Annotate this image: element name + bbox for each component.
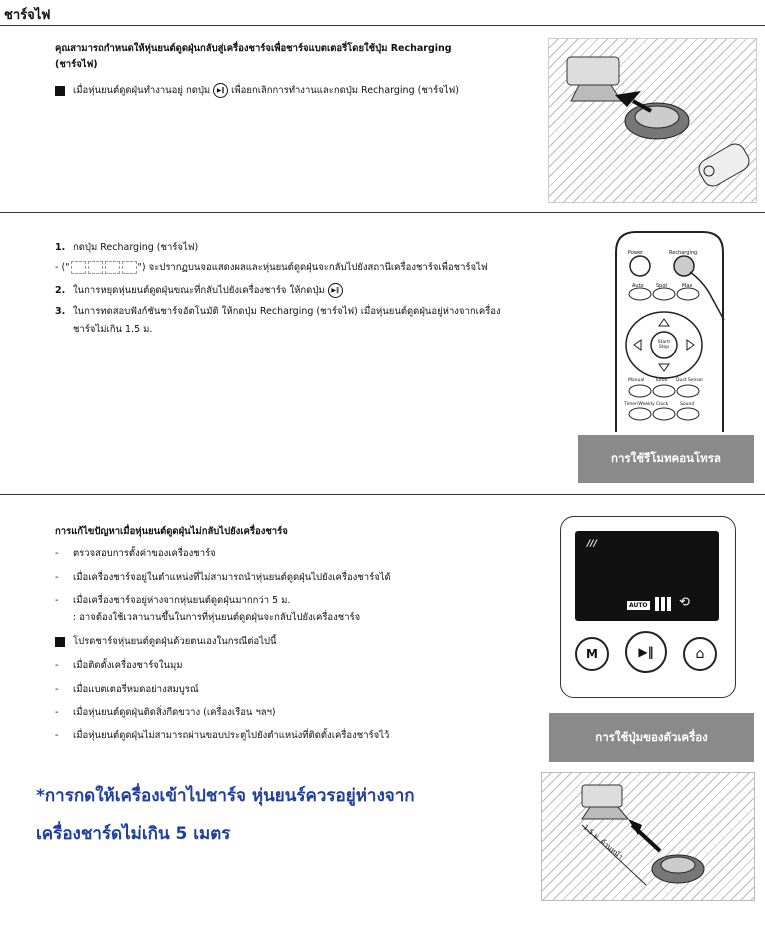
list-item: - เมื่อเครื่องชาร์จอยู่ในตำแหน่งที่ไม่สามารถนำหุ่นยนต์ดูดฝุ่นไปยังเครื่องชาร์จได้ xyxy=(55,572,391,583)
step-3-number: 3. xyxy=(55,306,66,317)
grid-icon xyxy=(655,597,671,611)
remote-caption: การใช้รีโมทคอนโทรล xyxy=(578,435,754,483)
remote-dust-sensor-label: Dust Sensor xyxy=(676,378,704,383)
step-1-text: กดปุ่ม Recharging (ชาร์จไฟ) xyxy=(73,242,199,253)
robot-return-drawing xyxy=(549,39,756,202)
panel-caption: การใช้ปุ่มของตัวเครื่อง xyxy=(549,713,754,762)
step-3 xyxy=(55,304,501,319)
distance-illustration xyxy=(541,772,755,901)
mode-button-label: M xyxy=(586,647,598,661)
remote-spot-label: Spot xyxy=(656,283,668,289)
list-item: - ตรวจสอบการตั้งค่าของเครื่องชาร์จ xyxy=(55,548,216,559)
remote-sound-label: Sound xyxy=(680,402,695,407)
remote-manual-label: Manual xyxy=(628,378,645,383)
step-1-sub xyxy=(55,260,488,275)
step-3-text: ในการทดสอบฟังก์ชันชาร์จอัตโนมัติ ให้กดปุ่ม Recharging (ชาร์จไฟ) เมื่อหุ่นยนต์ดูดฝุ่นอยู่ห่างจากเครื่อง xyxy=(73,306,501,317)
manual-charge-bullet xyxy=(55,634,277,649)
divider xyxy=(0,212,765,213)
remote-recharging-label: Recharging xyxy=(669,250,698,256)
start-stop-button: ▶‖ xyxy=(625,631,667,673)
list-item-text: ตรวจสอบการตั้งค่าของเครื่องชาร์จ xyxy=(73,548,216,559)
distance-label: 1.5 ม. ด้านหน้า xyxy=(581,823,625,861)
step-1-sub-text: ") จะปรากฏบนจอแสดงผลและหุ่นยนต์ดูดฝุ่นจะกลับไปยังสถานีเครื่องชาร์จเพื่อชาร์จไฟ xyxy=(137,262,488,273)
remote-max-label: Max xyxy=(682,283,693,289)
square-bullet xyxy=(55,637,65,647)
list-item-text: เมื่อแบตเตอรี่หมดอย่างสมบูรณ์ xyxy=(73,684,199,695)
segment-display-icon xyxy=(88,261,103,274)
bullet-row xyxy=(55,83,459,98)
intro-line-2: (ชาร์จไฟ) xyxy=(55,59,98,70)
step-2 xyxy=(55,283,346,298)
square-bullet xyxy=(55,86,65,96)
note-line-1: *การกดให้เครื่องเข้าไปชาร์จ หุ่นยนร์ควรอยู่ห่างจาก xyxy=(36,786,415,806)
step-1-number: 1. xyxy=(55,242,66,253)
list-item-text: เมื่อหุ่นยนต์ดูดฝุ่นไม่สามารถผ่านขอบประตูไปยังตำแหน่งที่ติดตั้งเครื่องชาร์จไว้ xyxy=(73,730,390,741)
mode-button xyxy=(575,637,609,671)
display-auto-label: AUTO xyxy=(629,602,648,609)
remote-start-stop-label: Start/ Stop xyxy=(657,340,671,350)
recharge-button-icon: ⌂ xyxy=(683,637,717,671)
step-1 xyxy=(55,240,198,255)
segment-display-icon xyxy=(71,261,86,274)
robot-display xyxy=(575,531,719,621)
remote-control-illustration xyxy=(612,228,727,432)
remote-power-label: Power xyxy=(628,250,644,256)
list-item-text: เมื่อเครื่องชาร์จอยู่ในตำแหน่งที่ไม่สามารถนำหุ่นยนต์ดูดฝุ่นไปยังเครื่องชาร์จได้ xyxy=(73,572,391,583)
step-3-line-2: ชาร์จไม่เกิน 1.5 ม. xyxy=(73,324,153,335)
list-item: - เมื่อติดตั้งเครื่องชาร์จในมุม xyxy=(55,660,183,671)
bullet-text-before: เมื่อหุ่นยนต์ดูดฝุ่นทำงานอยู่ กดปุ่ม xyxy=(73,85,211,96)
step-1-sub-open: - (" xyxy=(55,262,70,273)
page-title: ชาร์จไฟ xyxy=(4,8,51,23)
remote-clock-label: Clock xyxy=(656,402,669,407)
list-item: - เมื่อแบตเตอรี่หมดอย่างสมบูรณ์ xyxy=(55,684,199,695)
list-item-text: เมื่อหุ่นยนต์ดูดฝุ่นติดสิ่งกีดขวาง (เครื่องเรือน ฯลฯ) xyxy=(73,707,276,718)
robot-panel-illustration xyxy=(560,516,736,698)
play-pause-icon: ▶‖ xyxy=(328,283,343,298)
note-text: : อาจต้องใช้เวลานานขึ้นในการที่หุ่นยนต์ดูดฝุ่นจะกลับไปยังเครื่องชาร์จ xyxy=(73,612,361,623)
divider xyxy=(0,25,765,26)
segment-display-icon xyxy=(122,261,137,274)
list-item: - เมื่อหุ่นยนต์ดูดฝุ่นติดสิ่งกีดขวาง (เครื่องเรือน ฯลฯ) xyxy=(55,707,276,718)
list-item-text: เมื่อติดตั้งเครื่องชาร์จในมุม xyxy=(73,660,183,671)
manual-charge-text: โปรดชาร์จหุ่นยนต์ดูดฝุ่นด้วยตนเองในกรณีต่อไปนี้ xyxy=(73,636,277,647)
note-line-2: เครื่องชาร์ดไม่เกิน 5 เมตร xyxy=(36,824,231,844)
list-item-text: เมื่อเครื่องชาร์จอยู่ห่างจากหุ่นยนต์ดูดฝุ่นมากกว่า 5 ม. xyxy=(73,595,291,606)
bullet-text-after: เพื่อยกเลิกการทำงานและกดปุ่ม Recharging (ชาร์จไฟ) xyxy=(231,85,459,96)
robot-return-illustration xyxy=(548,38,757,203)
intro-line-1: คุณสามารถกำหนดให้หุ่นยนต์ดูดฝุ่นกลับสู่เครื่องชาร์จเพื่อชาร์จแบตเตอรี่โดยใช้ปุ่ม Recharging xyxy=(55,43,452,54)
step-2-number: 2. xyxy=(55,285,66,296)
troubleshoot-heading: การแก้ไขปัญหาเมื่อหุ่นยนต์ดูดฝุ่นไม่กลับไปยังเครื่องชาร์จ xyxy=(55,526,288,537)
list-item: - เมื่อหุ่นยนต์ดูดฝุ่นไม่สามารถผ่านขอบประตูไปยังตำแหน่งที่ติดตั้งเครื่องชาร์จไว้ xyxy=(55,730,390,741)
battery-icon: /// xyxy=(587,539,597,549)
play-pause-icon: ▶‖ xyxy=(213,83,228,98)
step-2-text: ในการหยุดหุ่นยนต์ดูดฝุ่นขณะที่กลับไปยังเครื่องชาร์จ ให้กดปุ่ม xyxy=(73,285,325,296)
distance-drawing xyxy=(542,773,754,900)
remote-timer-label: Timer/Weekly xyxy=(624,402,655,407)
remote-turbo-label: Turbo xyxy=(655,378,668,383)
divider xyxy=(0,494,765,495)
return-icon: ⟲ xyxy=(679,595,690,610)
remote-auto-label: Auto xyxy=(632,283,644,289)
list-item: - เมื่อเครื่องชาร์จอยู่ห่างจากหุ่นยนต์ดูดฝุ่นมากกว่า 5 ม. xyxy=(55,595,291,606)
segment-display-icon xyxy=(105,261,120,274)
